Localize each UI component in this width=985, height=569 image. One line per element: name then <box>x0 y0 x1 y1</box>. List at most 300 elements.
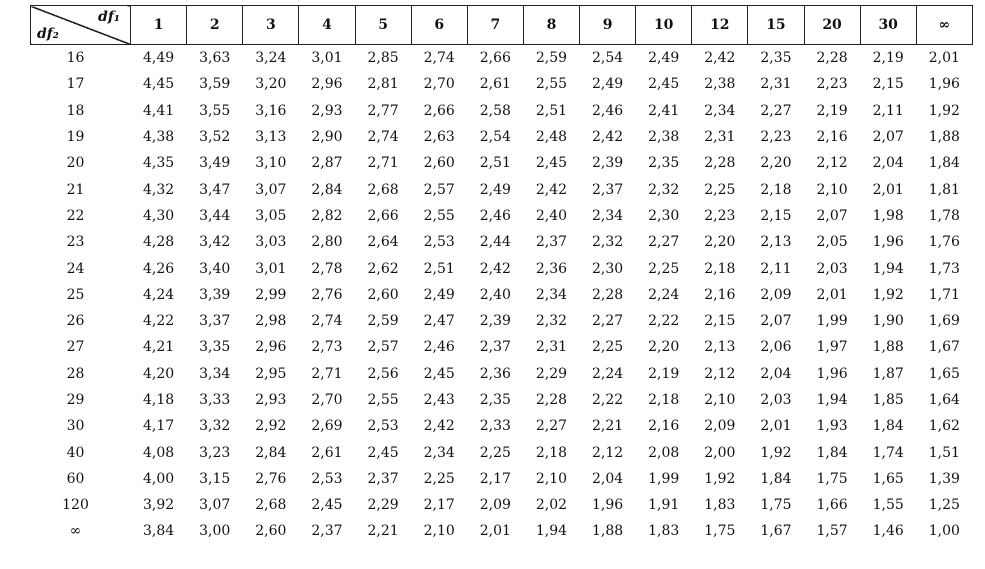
table-cell: 2,20 <box>704 234 736 251</box>
table-cell: 2,39 <box>479 313 511 330</box>
table-cell: 2,64 <box>367 234 399 251</box>
table-cell: 1,88 <box>928 129 960 146</box>
table-cell: 3,37 <box>199 313 231 330</box>
table-cell: 2,29 <box>535 365 568 382</box>
table-cell: 1,96 <box>928 76 960 93</box>
column-header-df1: 4 <box>299 6 355 45</box>
table-cell: 2,35 <box>479 392 511 408</box>
table-cell: 2,12 <box>704 365 736 382</box>
table-cell: 2,05 <box>816 234 848 251</box>
table-cell: 1,64 <box>928 392 960 408</box>
table-cell: 2,17 <box>423 497 455 514</box>
table-cell: 1,81 <box>928 181 960 198</box>
table-cell: 2,35 <box>760 50 792 67</box>
table-cell: 2,22 <box>648 313 680 330</box>
table-cell: 2,34 <box>591 207 624 224</box>
table-cell: 2,30 <box>648 207 680 224</box>
table-cell: 2,04 <box>591 470 624 487</box>
table-cell: 2,18 <box>535 444 568 461</box>
table-cell: 3,03 <box>255 234 287 251</box>
column-header-df1: 6 <box>411 6 467 45</box>
row-header-df2: 120 <box>62 497 89 514</box>
row-header-df2: ∞ <box>69 523 82 540</box>
table-cell: 2,15 <box>704 313 736 330</box>
table-row <box>31 98 973 124</box>
f-distribution-table <box>30 5 973 545</box>
row-header-df2: 28 <box>66 365 85 382</box>
table-cell: 2,45 <box>648 76 680 93</box>
table-cell: 1,65 <box>872 470 904 487</box>
table-row <box>31 282 973 308</box>
column-header-df1: 9 <box>580 6 636 45</box>
table-row <box>31 518 973 544</box>
table-cell: 2,25 <box>704 181 736 198</box>
table-cell: 2,46 <box>479 207 511 224</box>
table-cell: 4,26 <box>142 260 175 277</box>
table-cell: 2,44 <box>479 234 511 251</box>
table-cell: 1,39 <box>928 470 960 487</box>
table-cell: 2,20 <box>760 155 792 172</box>
table-cell: 4,30 <box>142 207 175 224</box>
table-cell: 1,83 <box>648 523 680 540</box>
table-cell: 2,58 <box>479 102 511 119</box>
table-cell: 2,25 <box>423 470 455 487</box>
row-header-df2: 16 <box>66 50 85 67</box>
table-cell: 1,99 <box>816 313 848 330</box>
table-cell: 2,68 <box>255 497 287 514</box>
table-cell: 2,25 <box>479 444 511 461</box>
table-cell: 2,74 <box>423 50 455 67</box>
table-cell: 2,40 <box>479 286 511 303</box>
table-cell: 1,46 <box>872 523 904 540</box>
table-cell: 3,33 <box>199 392 231 408</box>
table-cell: 2,37 <box>479 339 511 356</box>
table-cell: 2,31 <box>535 339 568 356</box>
table-cell: 4,18 <box>142 392 175 408</box>
table-cell: 3,84 <box>142 523 175 540</box>
row-header-df2: 30 <box>66 418 85 435</box>
table-cell: 2,34 <box>535 286 568 303</box>
column-header-df1: 2 <box>187 6 243 45</box>
table-row <box>31 387 973 413</box>
table-cell: 2,69 <box>311 418 343 435</box>
table-cell: 1,00 <box>928 523 960 540</box>
table-cell: 2,99 <box>255 286 287 303</box>
table-cell: 2,10 <box>535 470 568 487</box>
table-cell: 2,34 <box>423 444 455 461</box>
table-cell: 2,15 <box>760 207 792 224</box>
table-cell: 1,84 <box>816 444 848 461</box>
table-cell: 2,76 <box>255 470 287 487</box>
table-cell: 3,63 <box>199 50 231 67</box>
table-cell: 1,25 <box>928 497 960 514</box>
table-cell: 2,62 <box>367 260 399 277</box>
table-cell: 2,49 <box>591 76 624 93</box>
table-cell: 2,06 <box>760 339 792 356</box>
table-cell: 3,01 <box>255 260 287 277</box>
table-row <box>31 124 973 150</box>
table-cell: 2,02 <box>535 497 568 514</box>
table-row <box>31 176 973 202</box>
table-cell: 2,16 <box>816 129 848 146</box>
table-cell: 2,96 <box>255 339 287 356</box>
table-cell: 2,15 <box>872 76 904 93</box>
table-cell: 2,21 <box>367 523 399 540</box>
table-cell: 2,49 <box>648 50 680 67</box>
row-header-df2: 27 <box>66 339 85 356</box>
table-cell: 2,90 <box>311 129 343 146</box>
table-cell: 2,28 <box>535 392 568 408</box>
table-cell: 2,01 <box>872 181 904 198</box>
table-cell: 2,39 <box>591 155 624 172</box>
table-cell: 2,49 <box>479 181 511 198</box>
table-cell: 4,45 <box>142 76 175 93</box>
table-cell: 2,61 <box>479 76 511 93</box>
table-cell: 2,11 <box>760 260 792 277</box>
table-cell: 1,75 <box>816 470 848 487</box>
table-cell: 2,04 <box>760 365 792 382</box>
table-cell: 1,96 <box>872 234 904 251</box>
table-cell: 2,27 <box>535 418 568 435</box>
table-cell: 2,38 <box>648 129 680 146</box>
table-cell: 2,12 <box>591 444 624 461</box>
table-cell: 1,90 <box>872 313 904 330</box>
table-cell: 3,10 <box>255 155 287 172</box>
table-cell: 2,10 <box>704 392 736 408</box>
table-cell: 4,32 <box>142 181 175 198</box>
table-cell: 1,51 <box>928 444 960 461</box>
table-cell: 1,66 <box>816 497 848 514</box>
table-cell: 2,76 <box>311 286 343 303</box>
table-cell: 4,49 <box>142 50 175 67</box>
table-cell: 2,13 <box>760 234 792 251</box>
table-cell: 2,51 <box>423 260 455 277</box>
table-cell: 2,12 <box>816 155 848 172</box>
table-cell: 3,52 <box>199 129 231 146</box>
table-cell: 2,42 <box>423 418 455 435</box>
table-cell: 2,59 <box>367 313 399 330</box>
table-cell: 2,18 <box>704 260 736 277</box>
table-cell: 1,67 <box>760 523 792 540</box>
table-cell: 1,69 <box>928 313 960 330</box>
table-cell: 1,88 <box>872 339 904 356</box>
table-cell: 1,94 <box>535 523 568 540</box>
table-cell: 1,65 <box>928 365 960 382</box>
table-cell: 3,13 <box>255 129 287 146</box>
table-cell: 3,32 <box>199 418 231 435</box>
table-cell: 2,00 <box>704 444 736 461</box>
table-cell: 2,60 <box>367 286 399 303</box>
table-cell: 1,94 <box>816 392 848 408</box>
table-cell: 4,22 <box>142 313 175 330</box>
table-cell: 4,38 <box>142 129 175 146</box>
table-cell: 2,55 <box>535 76 568 93</box>
table-cell: 2,23 <box>816 76 848 93</box>
table-cell: 2,57 <box>367 339 399 356</box>
table-cell: 2,43 <box>423 392 455 408</box>
table-cell: 1,99 <box>648 470 680 487</box>
column-header-df1: 7 <box>467 6 523 45</box>
table-cell: 2,77 <box>367 102 399 119</box>
table-cell: 1,96 <box>591 497 624 514</box>
table-cell: 2,87 <box>311 155 343 172</box>
table-cell: 2,03 <box>760 392 792 408</box>
table-cell: 2,30 <box>591 260 624 277</box>
table-cell: 3,42 <box>199 234 231 251</box>
header-row <box>31 6 973 45</box>
table-cell: 2,20 <box>648 339 680 356</box>
table-cell: 2,28 <box>816 50 848 67</box>
table-cell: 2,34 <box>704 102 736 119</box>
table-cell: 1,87 <box>872 365 904 382</box>
table-cell: 1,91 <box>648 497 680 514</box>
table-cell: 2,93 <box>255 392 287 408</box>
table-cell: 2,45 <box>311 497 343 514</box>
column-header-df1: ∞ <box>916 6 972 45</box>
table-cell: 2,93 <box>311 102 343 119</box>
table-cell: 2,46 <box>591 102 624 119</box>
table-cell: 1,97 <box>816 339 848 356</box>
table-cell: 2,01 <box>479 523 511 540</box>
table-cell: 3,49 <box>199 155 231 172</box>
table-cell: 2,80 <box>311 234 343 251</box>
table-cell: 2,17 <box>479 470 511 487</box>
table-cell: 2,60 <box>255 523 287 540</box>
row-header-df2: 17 <box>66 76 85 93</box>
column-header-df1: 15 <box>748 6 804 45</box>
table-cell: 2,25 <box>591 339 624 356</box>
table-row <box>31 361 973 387</box>
table-cell: 2,42 <box>479 260 511 277</box>
table-cell: 1,75 <box>704 523 736 540</box>
table-cell: 3,15 <box>199 470 231 487</box>
row-header-df2: 25 <box>66 286 85 303</box>
column-header-df1: 1 <box>131 6 187 45</box>
table-cell: 4,20 <box>142 365 175 382</box>
table-row <box>31 150 973 176</box>
table-cell: 2,01 <box>928 50 960 67</box>
table-cell: 2,70 <box>311 392 343 408</box>
table-cell: 2,53 <box>367 418 399 435</box>
table-cell: 2,09 <box>760 286 792 303</box>
table-cell: 2,40 <box>535 207 568 224</box>
table-cell: 3,40 <box>199 260 231 277</box>
table-row <box>31 334 973 360</box>
table-cell: 2,85 <box>367 50 399 67</box>
table-cell: 2,36 <box>535 260 568 277</box>
table-cell: 2,32 <box>648 181 680 198</box>
table-row <box>31 229 973 255</box>
table-cell: 2,55 <box>423 207 455 224</box>
row-header-df2: 26 <box>66 313 85 330</box>
table-cell: 1,98 <box>872 207 904 224</box>
table-cell: 2,66 <box>423 102 455 119</box>
table-cell: 2,32 <box>591 234 624 251</box>
table-cell: 4,35 <box>142 155 175 172</box>
df1-label: df₁ <box>98 9 120 25</box>
table-cell: 2,47 <box>423 313 455 330</box>
table-cell: 2,33 <box>479 418 511 435</box>
table-cell: 3,01 <box>311 50 343 67</box>
table-cell: 2,68 <box>367 181 399 198</box>
row-header-df2: 18 <box>66 102 85 119</box>
table-cell: 2,35 <box>648 155 680 172</box>
column-header-df1: 10 <box>636 6 692 45</box>
table-cell: 2,23 <box>704 207 736 224</box>
table-cell: 2,32 <box>535 313 568 330</box>
table-cell: 1,92 <box>760 444 792 461</box>
table-cell: 1,78 <box>928 207 960 224</box>
table-cell: 3,35 <box>199 339 231 356</box>
table-row <box>31 45 973 72</box>
table-cell: 3,44 <box>199 207 231 224</box>
table-cell: 1,84 <box>872 418 904 435</box>
table-row <box>31 439 973 465</box>
table-cell: 2,19 <box>872 50 904 67</box>
table-cell: 2,74 <box>311 313 343 330</box>
table-cell: 2,57 <box>423 181 455 198</box>
row-header-df2: 29 <box>66 392 85 408</box>
table-cell: 3,05 <box>255 207 287 224</box>
table-cell: 3,07 <box>255 181 287 198</box>
table-cell: 1,83 <box>704 497 736 514</box>
table-cell: 3,07 <box>199 497 231 514</box>
table-cell: 2,54 <box>591 50 624 67</box>
table-cell: 1,67 <box>928 339 960 356</box>
table-cell: 2,27 <box>591 313 624 330</box>
table-cell: 2,29 <box>367 497 399 514</box>
table-cell: 2,53 <box>311 470 343 487</box>
table-cell: 2,82 <box>311 207 343 224</box>
table-cell: 2,01 <box>760 418 792 435</box>
table-cell: 2,59 <box>535 50 568 67</box>
table-cell: 1,92 <box>928 102 960 119</box>
table-row <box>31 71 973 97</box>
table-cell: 2,37 <box>311 523 343 540</box>
table-cell: 1,57 <box>816 523 848 540</box>
table-cell: 2,51 <box>479 155 511 172</box>
table-cell: 2,09 <box>479 497 511 514</box>
table-cell: 2,54 <box>479 129 511 146</box>
table-cell: 2,84 <box>255 444 287 461</box>
table-cell: 1,73 <box>928 260 960 277</box>
table-cell: 3,55 <box>199 102 231 119</box>
table-cell: 2,56 <box>367 365 399 382</box>
table-cell: 4,28 <box>142 234 175 251</box>
table-cell: 2,53 <box>423 234 455 251</box>
table-cell: 1,92 <box>872 286 904 303</box>
table-cell: 1,88 <box>591 523 624 540</box>
table-cell: 2,25 <box>648 260 680 277</box>
table-cell: 3,47 <box>199 181 231 198</box>
row-header-df2: 40 <box>66 444 85 461</box>
table-cell: 2,18 <box>760 181 792 198</box>
table-cell: 3,39 <box>199 286 231 303</box>
table-cell: 1,94 <box>872 260 904 277</box>
table-cell: 3,34 <box>199 365 231 382</box>
table-cell: 2,92 <box>255 418 287 435</box>
table-cell: 2,27 <box>760 102 792 119</box>
df2-label: df₂ <box>37 26 59 42</box>
table-cell: 2,07 <box>760 313 792 330</box>
row-header-df2: 23 <box>66 234 85 251</box>
table-cell: 4,08 <box>142 444 175 461</box>
table-cell: 1,93 <box>816 418 848 435</box>
table-cell: 2,10 <box>423 523 455 540</box>
table-cell: 2,95 <box>255 365 287 382</box>
table-cell: 2,63 <box>423 129 455 146</box>
column-header-df1: 3 <box>243 6 299 45</box>
table-cell: 2,23 <box>760 129 792 146</box>
table-cell: 2,66 <box>367 207 399 224</box>
row-header-df2: 20 <box>66 155 85 172</box>
table-cell: 2,45 <box>367 444 399 461</box>
row-header-df2: 19 <box>66 129 85 146</box>
table-cell: 2,70 <box>423 76 455 93</box>
table-cell: 2,16 <box>648 418 680 435</box>
table-row <box>31 308 973 334</box>
table-cell: 1,62 <box>928 418 960 435</box>
table-cell: 1,85 <box>872 392 904 408</box>
table-cell: 2,55 <box>367 392 399 408</box>
table-cell: 2,48 <box>535 129 568 146</box>
table-cell: 2,42 <box>535 181 568 198</box>
column-header-df1: 30 <box>860 6 916 45</box>
table-cell: 2,41 <box>648 102 680 119</box>
table-cell: 2,46 <box>423 339 455 356</box>
table-cell: 1,84 <box>760 470 792 487</box>
table-cell: 2,49 <box>423 286 455 303</box>
table-cell: 2,31 <box>704 129 736 146</box>
table-cell: 2,78 <box>311 260 343 277</box>
table-cell: 2,01 <box>816 286 848 303</box>
table-cell: 2,42 <box>591 129 624 146</box>
table-row <box>31 492 973 518</box>
column-header-df1: 8 <box>523 6 579 45</box>
table-cell: 2,28 <box>591 286 624 303</box>
table-cell: 2,04 <box>872 155 904 172</box>
table-cell: 2,61 <box>311 444 343 461</box>
table-cell: 2,09 <box>704 418 736 435</box>
table-cell: 2,96 <box>311 76 343 93</box>
table-cell: 2,07 <box>816 207 848 224</box>
table-cell: 2,37 <box>367 470 399 487</box>
table-cell: 2,73 <box>311 339 343 356</box>
table-cell: 2,27 <box>648 234 680 251</box>
table-cell: 2,66 <box>479 50 511 67</box>
table-cell: 1,76 <box>928 234 960 251</box>
table-cell: 3,24 <box>255 50 287 67</box>
table-cell: 3,59 <box>199 76 231 93</box>
table-cell: 2,13 <box>704 339 736 356</box>
table-cell: 2,74 <box>367 129 399 146</box>
table-body <box>31 45 973 545</box>
table-cell: 2,18 <box>648 392 680 408</box>
table-cell: 2,84 <box>311 181 343 198</box>
row-header-df2: 24 <box>66 260 85 277</box>
table-cell: 2,45 <box>423 365 455 382</box>
table-cell: 2,21 <box>591 418 624 435</box>
table-cell: 2,19 <box>816 102 848 119</box>
table-cell: 2,08 <box>648 444 680 461</box>
row-header-df2: 21 <box>66 181 85 198</box>
table-row <box>31 413 973 439</box>
table-cell: 2,24 <box>648 286 680 303</box>
table-cell: 2,31 <box>760 76 792 93</box>
table-cell: 3,23 <box>199 444 231 461</box>
table-cell: 2,42 <box>704 50 736 67</box>
table-cell: 2,19 <box>648 365 680 382</box>
